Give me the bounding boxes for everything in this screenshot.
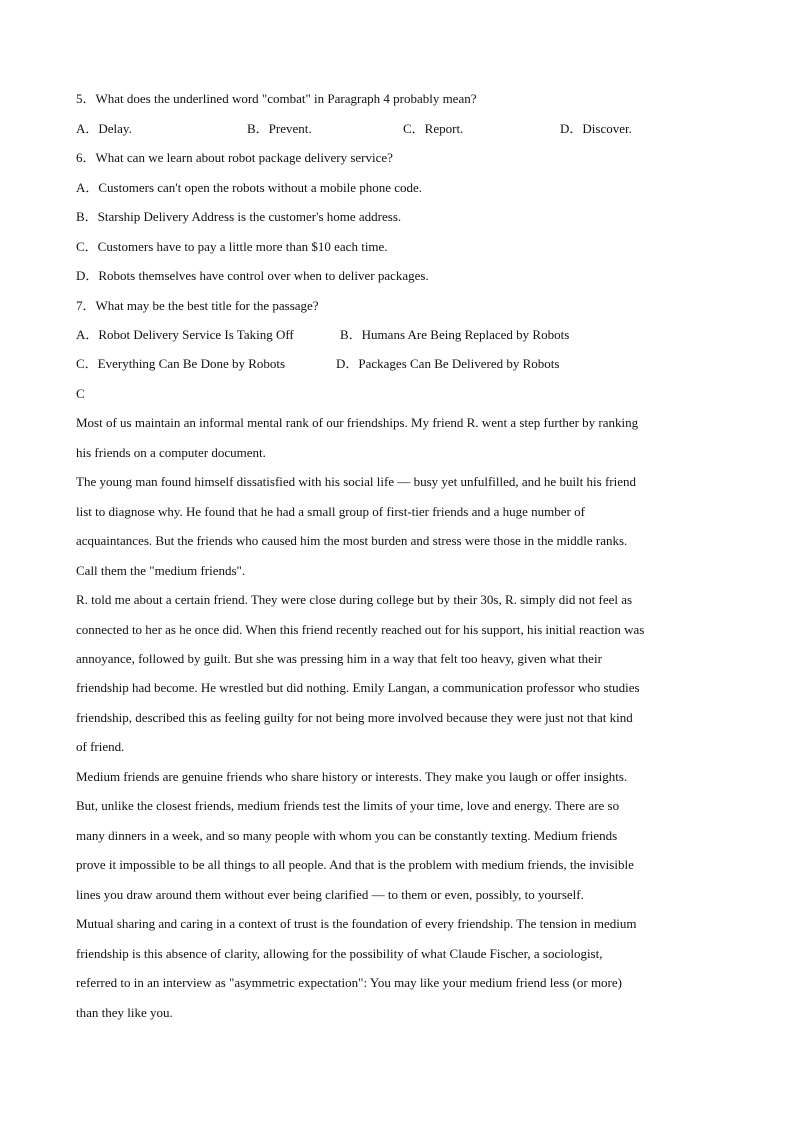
- question-6-option-b: B．Starship Delivery Address is the customer's home address.: [76, 209, 402, 224]
- question-5-stem: 5．What does the underlined word "combat" in Paragraph 4 probably mean?: [76, 91, 477, 106]
- passage-line: But, unlike the closest friends, medium friends test the limits of your time, love and energy. There are so: [76, 798, 620, 813]
- passage-line: of friend.: [76, 739, 125, 754]
- section-label: C: [76, 386, 85, 401]
- question-6-option-d: D．Robots themselves have control over when to deliver packages.: [76, 268, 429, 283]
- question-7-option-b: B．Humans Are Being Replaced by Robots: [340, 327, 570, 342]
- question-5-option-c: C．Report.: [403, 121, 464, 136]
- question-7-option-c: C．Everything Can Be Done by Robots: [76, 356, 286, 371]
- passage-line: Most of us maintain an informal mental rank of our friendships. My friend R. went a step further by ranking: [76, 415, 639, 430]
- passage-line: friendship is this absence of clarity, allowing for the possibility of what Claude Fischer, a sociologist,: [76, 946, 603, 961]
- passage-line: connected to her as he once did. When this friend recently reached out for his support, his initial reaction was: [76, 622, 645, 637]
- passage-line: many dinners in a week, and so many people with whom you can be constantly texting. Medium friends: [76, 828, 618, 843]
- passage-line: The young man found himself dissatisfied with his social life — busy yet unfulfilled, and he built his friend: [76, 474, 636, 489]
- passage-line: acquaintances. But the friends who caused him the most burden and stress were those in the middle ranks.: [76, 533, 628, 548]
- passage-line: referred to in an interview as "asymmetric expectation": You may like your medium friend less (or more): [76, 975, 622, 990]
- question-5-option-d: D．Discover.: [560, 121, 632, 136]
- passage-line: list to diagnose why. He found that he had a small group of first-tier friends and a huge number of: [76, 504, 585, 519]
- question-7-option-d: D．Packages Can Be Delivered by Robots: [336, 356, 560, 371]
- passage-line: Mutual sharing and caring in a context of trust is the foundation of every friendship. The tension in medium: [76, 916, 637, 931]
- passage-line: friendship, described this as feeling guilty for not being more involved because they were just not that kind: [76, 710, 633, 725]
- passage-line: Call them the "medium friends".: [76, 563, 246, 578]
- passage-line: Medium friends are genuine friends who share history or interests. They make you laugh or offer insights.: [76, 769, 628, 784]
- passage-line: R. told me about a certain friend. They were close during college but by their 30s, R. simply did not feel as: [76, 592, 633, 607]
- question-6-option-c: C．Customers have to pay a little more than $10 each time.: [76, 239, 388, 254]
- passage-line: annoyance, followed by guilt. But she was pressing him in a way that felt too heavy, given what their: [76, 651, 602, 666]
- question-7-stem: 7．What may be the best title for the passage?: [76, 298, 319, 313]
- question-6-stem: 6．What can we learn about robot package delivery service?: [76, 150, 393, 165]
- passage-line: his friends on a computer document.: [76, 445, 266, 460]
- question-6-option-a: A．Customers can't open the robots without a mobile phone code.: [76, 180, 423, 195]
- passage-line: than they like you.: [76, 1005, 173, 1020]
- question-5-option-b: B．Prevent.: [247, 121, 312, 136]
- question-5-option-a: A．Delay.: [76, 121, 132, 136]
- question-7-option-a: A．Robot Delivery Service Is Taking Off: [76, 327, 294, 342]
- passage-line: prove it impossible to be all things to all people. And that is the problem with medium friends, the invisible: [76, 857, 634, 872]
- passage-line: lines you draw around them without ever being clarified — to them or even, possibly, to yourself.: [76, 887, 584, 902]
- passage-line: friendship had become. He wrestled but did nothing. Emily Langan, a communication professor who studies: [76, 680, 640, 695]
